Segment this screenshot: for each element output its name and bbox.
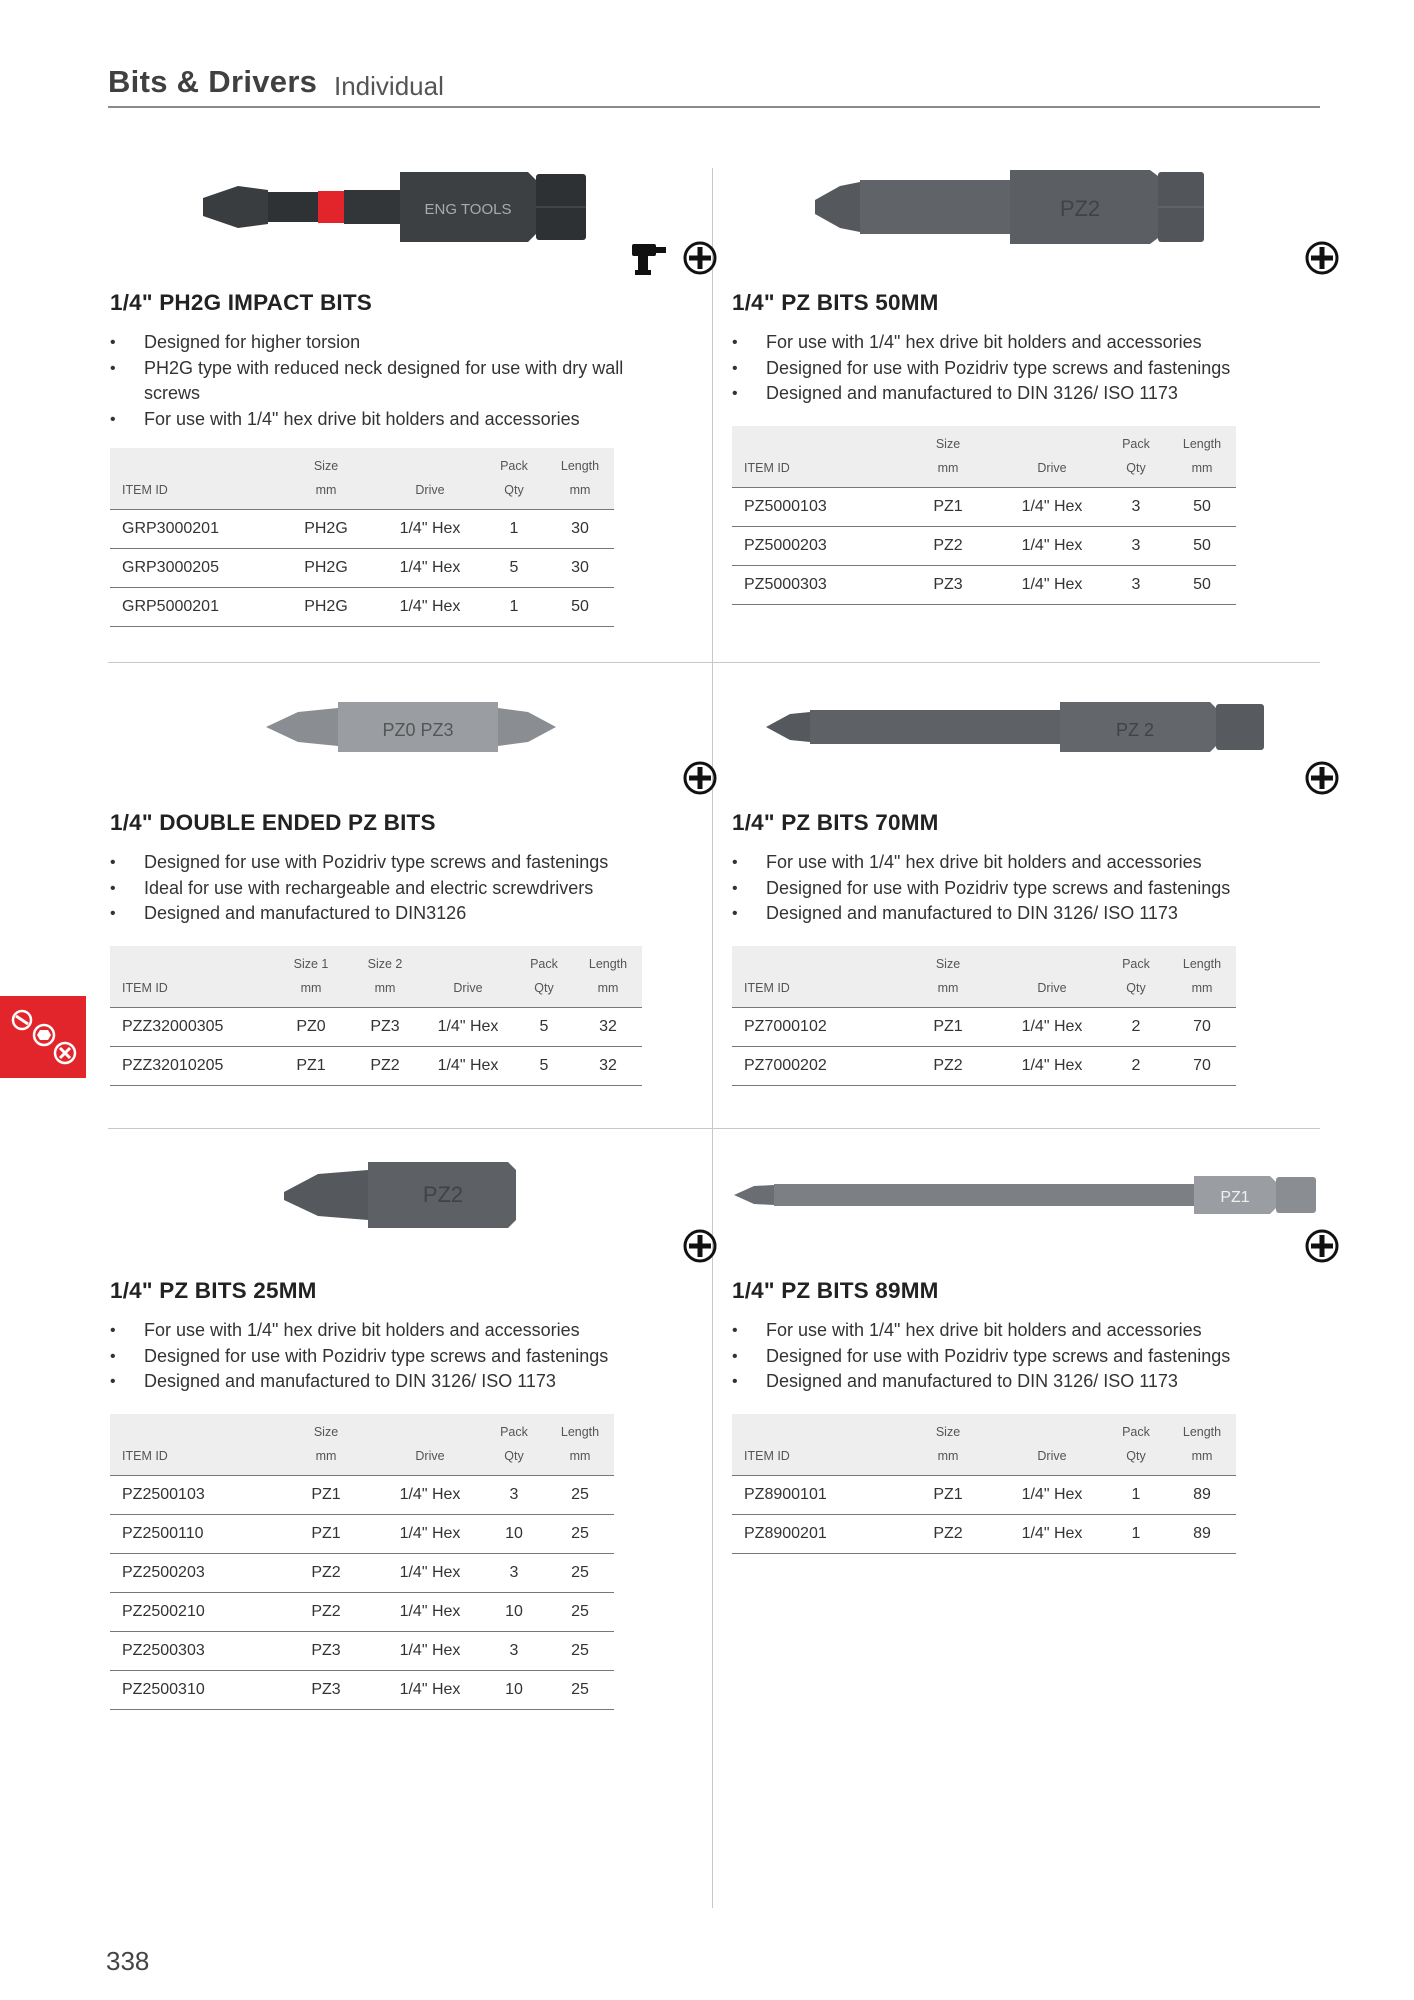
feature-item: • For use with 1/4" hex drive bit holders and accessories (732, 330, 1332, 356)
table-row (110, 1593, 614, 1632)
cell: PZ2 (348, 1047, 422, 1086)
double-ended-bit-image (108, 682, 728, 772)
cell: PZ0 (274, 1008, 348, 1047)
table-row (732, 566, 1236, 605)
feature-item: • For use with 1/4" hex drive bit holders and accessories (110, 407, 630, 433)
cell: 32 (574, 1047, 642, 1086)
feature-item: • Designed and manufactured to DIN 3126/ ISO 1173 (732, 381, 1332, 407)
table-header-row (732, 426, 1236, 488)
table-header-row (732, 946, 1236, 1008)
feature-item: • Ideal for use with rechargeable and electric screwdrivers (110, 876, 710, 902)
page-subtitle: Individual (334, 71, 444, 101)
cell: 1/4" Hex (378, 1554, 482, 1593)
cell: 50 (546, 588, 614, 627)
feature-item: • Designed for use with Pozidriv type screws and fastenings (732, 356, 1332, 382)
col-header: Drive (1000, 946, 1104, 1008)
feature-item: • For use with 1/4" hex drive bit holders and accessories (732, 850, 1332, 876)
cell: 1/4" Hex (378, 1593, 482, 1632)
feature-list (732, 1318, 1332, 1395)
cell: 3 (1104, 488, 1168, 527)
cell: 1/4" Hex (378, 510, 482, 549)
cell: 1/4" Hex (378, 1671, 482, 1710)
bit-label: PZ 2 (1115, 720, 1155, 740)
table-row (110, 549, 614, 588)
cell: GRP3000201 (110, 510, 274, 549)
row-divider (108, 1128, 1320, 1129)
cell: 2 (1104, 1008, 1168, 1047)
cell: PZ1 (274, 1476, 378, 1515)
row-divider (108, 662, 1320, 663)
cell: 89 (1168, 1515, 1236, 1554)
cell: PH2G (274, 510, 378, 549)
section-title: 1/4" PZ BITS 89MM (732, 1278, 939, 1303)
col-header: Length mm (1168, 1414, 1236, 1476)
col-header: Pack Qty (514, 946, 574, 1008)
cell: PZ7000102 (732, 1008, 896, 1047)
cell: PZ2500303 (110, 1632, 274, 1671)
bit-label: ENG TOOLS (424, 201, 512, 218)
cross-drive-icon (682, 1228, 718, 1264)
feature-item: • Designed for use with Pozidriv type screws and fastenings (732, 876, 1332, 902)
cell: PZ2 (896, 527, 1000, 566)
feature-item: • For use with 1/4" hex drive bit holders and accessories (732, 1318, 1332, 1344)
spec-table (732, 1414, 1236, 1554)
col-header: Pack Qty (482, 448, 546, 510)
icon-group (1304, 240, 1340, 276)
product-pz-bits-25mm (108, 1150, 728, 1730)
cell: 1 (1104, 1515, 1168, 1554)
icon-group (682, 1228, 718, 1264)
cell: PZ8900101 (732, 1476, 896, 1515)
col-header: Drive (378, 448, 482, 510)
cell: PZ8900201 (732, 1515, 896, 1554)
section-title: 1/4" DOUBLE ENDED PZ BITS (110, 810, 436, 835)
cell: 10 (482, 1671, 546, 1710)
cell: PZ3 (348, 1008, 422, 1047)
table-row (110, 1671, 614, 1710)
cell: GRP3000205 (110, 549, 274, 588)
table-row (110, 588, 614, 627)
table-row (110, 1515, 614, 1554)
table-header-row (110, 1414, 614, 1476)
cell: 1/4" Hex (1000, 1476, 1104, 1515)
cell: PZ3 (896, 566, 1000, 605)
bit-label: PZ0 PZ3 (382, 720, 454, 740)
cross-drive-icon (1304, 760, 1340, 796)
cell: PZ5000103 (732, 488, 896, 527)
cross-drive-icon (1304, 1228, 1340, 1264)
col-header: Size mm (896, 1414, 1000, 1476)
table-row (732, 488, 1236, 527)
cell: 1/4" Hex (422, 1008, 514, 1047)
bit-label: PZ1 (1220, 1189, 1250, 1206)
spec-table (732, 946, 1236, 1086)
product-pz-bits-70mm (730, 682, 1350, 1102)
feature-item: • Designed for use with Pozidriv type screws and fastenings (110, 850, 710, 876)
col-header: Size 1 mm (274, 946, 348, 1008)
pz-bit-50-image (730, 162, 1350, 252)
cell: 3 (1104, 527, 1168, 566)
cell: PZ2500310 (110, 1671, 274, 1710)
col-header: ITEM ID (110, 946, 274, 1008)
cell: 1 (482, 588, 546, 627)
table-row (732, 1515, 1236, 1554)
cell: PZ2 (896, 1515, 1000, 1554)
bit-label: PZ2 (1059, 196, 1101, 221)
cell: 3 (482, 1554, 546, 1593)
spec-table (110, 1414, 614, 1710)
cell: PZ7000202 (732, 1047, 896, 1086)
col-header: Pack Qty (1104, 946, 1168, 1008)
col-header: Size mm (896, 946, 1000, 1008)
feature-list (732, 330, 1332, 407)
impact-bit-image (108, 162, 728, 252)
page-title: Bits & Drivers (108, 64, 318, 99)
cross-drive-icon (1304, 240, 1340, 276)
table-row (110, 1047, 642, 1086)
table-row (110, 1008, 642, 1047)
cell: PZZ32010205 (110, 1047, 274, 1086)
table-row (732, 1476, 1236, 1515)
page-header (108, 62, 1320, 108)
cell: PZ2 (274, 1554, 378, 1593)
cell: PZ2500210 (110, 1593, 274, 1632)
cell: 5 (514, 1047, 574, 1086)
cell: 5 (514, 1008, 574, 1047)
col-header: Drive (1000, 426, 1104, 488)
spec-table (110, 448, 614, 627)
pz-bit-70-image (730, 682, 1350, 772)
cell: 1/4" Hex (1000, 1047, 1104, 1086)
cell: 1 (482, 510, 546, 549)
col-header: ITEM ID (110, 448, 274, 510)
cell: 1/4" Hex (1000, 488, 1104, 527)
cross-drive-icon (682, 240, 718, 276)
col-header: Length mm (546, 1414, 614, 1476)
section-title: 1/4" PZ BITS 50MM (732, 290, 939, 315)
cell: 1/4" Hex (1000, 527, 1104, 566)
cell: 1/4" Hex (378, 1632, 482, 1671)
icon-group (682, 760, 718, 796)
cell: 1/4" Hex (378, 549, 482, 588)
category-side-tab (0, 996, 86, 1078)
col-header: Size 2 mm (348, 946, 422, 1008)
cell: PZ2500203 (110, 1554, 274, 1593)
cell: 70 (1168, 1008, 1236, 1047)
col-header: Size mm (274, 1414, 378, 1476)
col-header: Size mm (274, 448, 378, 510)
cell: 3 (482, 1632, 546, 1671)
cell: PZ2 (274, 1593, 378, 1632)
feature-item: • Designed and manufactured to DIN 3126/ ISO 1173 (732, 1369, 1332, 1395)
feature-item: • Designed and manufactured to DIN 3126/ ISO 1173 (110, 1369, 710, 1395)
table-row (110, 510, 614, 549)
cell: 1/4" Hex (378, 1476, 482, 1515)
cell: 3 (482, 1476, 546, 1515)
product-double-ended-pz-bits (108, 682, 728, 1102)
feature-item: • Designed for use with Pozidriv type screws and fastenings (110, 1344, 710, 1370)
pz-bit-25-image (108, 1150, 728, 1240)
cell: PZ1 (274, 1047, 348, 1086)
cell: 1/4" Hex (1000, 1008, 1104, 1047)
col-header: Drive (378, 1414, 482, 1476)
cell: 25 (546, 1515, 614, 1554)
col-header: Length mm (546, 448, 614, 510)
cell: 1 (1104, 1476, 1168, 1515)
cell: 25 (546, 1632, 614, 1671)
col-header: Pack Qty (482, 1414, 546, 1476)
col-header: ITEM ID (732, 426, 896, 488)
cell: 25 (546, 1593, 614, 1632)
feature-list (732, 850, 1332, 927)
cell: GRP5000201 (110, 588, 274, 627)
feature-item: • For use with 1/4" hex drive bit holders and accessories (110, 1318, 710, 1344)
cell: PH2G (274, 588, 378, 627)
cell: PZ3 (274, 1632, 378, 1671)
feature-item: • Designed for use with Pozidriv type screws and fastenings (732, 1344, 1332, 1370)
feature-list (110, 850, 710, 927)
col-header: Length mm (574, 946, 642, 1008)
cell: 10 (482, 1593, 546, 1632)
col-header: Drive (422, 946, 514, 1008)
cell: 89 (1168, 1476, 1236, 1515)
cross-drive-icon (682, 760, 718, 796)
cell: 25 (546, 1671, 614, 1710)
cell: 10 (482, 1515, 546, 1554)
cell: 50 (1168, 527, 1236, 566)
cell: PZ1 (896, 488, 1000, 527)
cell: 3 (1104, 566, 1168, 605)
cell: PZ1 (896, 1476, 1000, 1515)
impact-driver-icon (630, 240, 674, 276)
table-row (110, 1632, 614, 1671)
cell: 30 (546, 549, 614, 588)
feature-item: • PH2G type with reduced neck designed for use with dry wall screws (110, 356, 630, 407)
feature-list (110, 330, 630, 432)
cell: PZ2 (896, 1047, 1000, 1086)
cell: PZ1 (274, 1515, 378, 1554)
cell: 32 (574, 1008, 642, 1047)
cell: PZ2500110 (110, 1515, 274, 1554)
section-title: 1/4" PZ BITS 70MM (732, 810, 939, 835)
table-row (732, 527, 1236, 566)
cell: PZ5000203 (732, 527, 896, 566)
cell: PZ5000303 (732, 566, 896, 605)
col-header: Pack Qty (1104, 426, 1168, 488)
product-ph2g-impact-bits (108, 162, 728, 642)
product-pz-bits-50mm (730, 162, 1350, 642)
cell: PZZ32000305 (110, 1008, 274, 1047)
col-header: Drive (1000, 1414, 1104, 1476)
cell: PH2G (274, 549, 378, 588)
col-header: ITEM ID (110, 1414, 274, 1476)
icon-group (630, 240, 718, 276)
col-header: Length mm (1168, 426, 1236, 488)
col-header: ITEM ID (732, 946, 896, 1008)
spec-table (732, 426, 1236, 605)
section-title: 1/4" PZ BITS 25MM (110, 1278, 317, 1303)
product-pz-bits-89mm (730, 1150, 1350, 1550)
table-row (732, 1008, 1236, 1047)
cell: 50 (1168, 566, 1236, 605)
cell: 5 (482, 549, 546, 588)
cell: 50 (1168, 488, 1236, 527)
table-row (732, 1047, 1236, 1086)
col-header: Size mm (896, 426, 1000, 488)
cell: 70 (1168, 1047, 1236, 1086)
col-header: Pack Qty (1104, 1414, 1168, 1476)
table-header-row (110, 946, 642, 1008)
col-header: Length mm (1168, 946, 1236, 1008)
col-header: ITEM ID (732, 1414, 896, 1476)
icon-group (1304, 1228, 1340, 1264)
cell: 25 (546, 1554, 614, 1593)
table-row (110, 1476, 614, 1515)
feature-item: • Designed for higher torsion (110, 330, 630, 356)
cell: PZ2500103 (110, 1476, 274, 1515)
cell: 30 (546, 510, 614, 549)
table-header-row (110, 448, 614, 510)
cell: 1/4" Hex (422, 1047, 514, 1086)
page-number: 338 (106, 1946, 150, 1976)
cell: 1/4" Hex (1000, 566, 1104, 605)
cell: PZ1 (896, 1008, 1000, 1047)
feature-item: • Designed and manufactured to DIN 3126/ ISO 1173 (732, 901, 1332, 927)
cell: 1/4" Hex (1000, 1515, 1104, 1554)
cell: 1/4" Hex (378, 1515, 482, 1554)
table-row (110, 1554, 614, 1593)
section-title: 1/4" PH2G IMPACT BITS (110, 290, 372, 315)
feature-list (110, 1318, 710, 1395)
cell: PZ3 (274, 1671, 378, 1710)
bit-label: PZ2 (422, 1182, 464, 1207)
spec-table (110, 946, 642, 1086)
table-header-row (732, 1414, 1236, 1476)
pz-bit-89-image (730, 1150, 1350, 1240)
cell: 1/4" Hex (378, 588, 482, 627)
cell: 25 (546, 1476, 614, 1515)
cell: 2 (1104, 1047, 1168, 1086)
screw-heads-icon (0, 996, 86, 1078)
feature-item: • Designed and manufactured to DIN3126 (110, 901, 710, 927)
icon-group (1304, 760, 1340, 796)
